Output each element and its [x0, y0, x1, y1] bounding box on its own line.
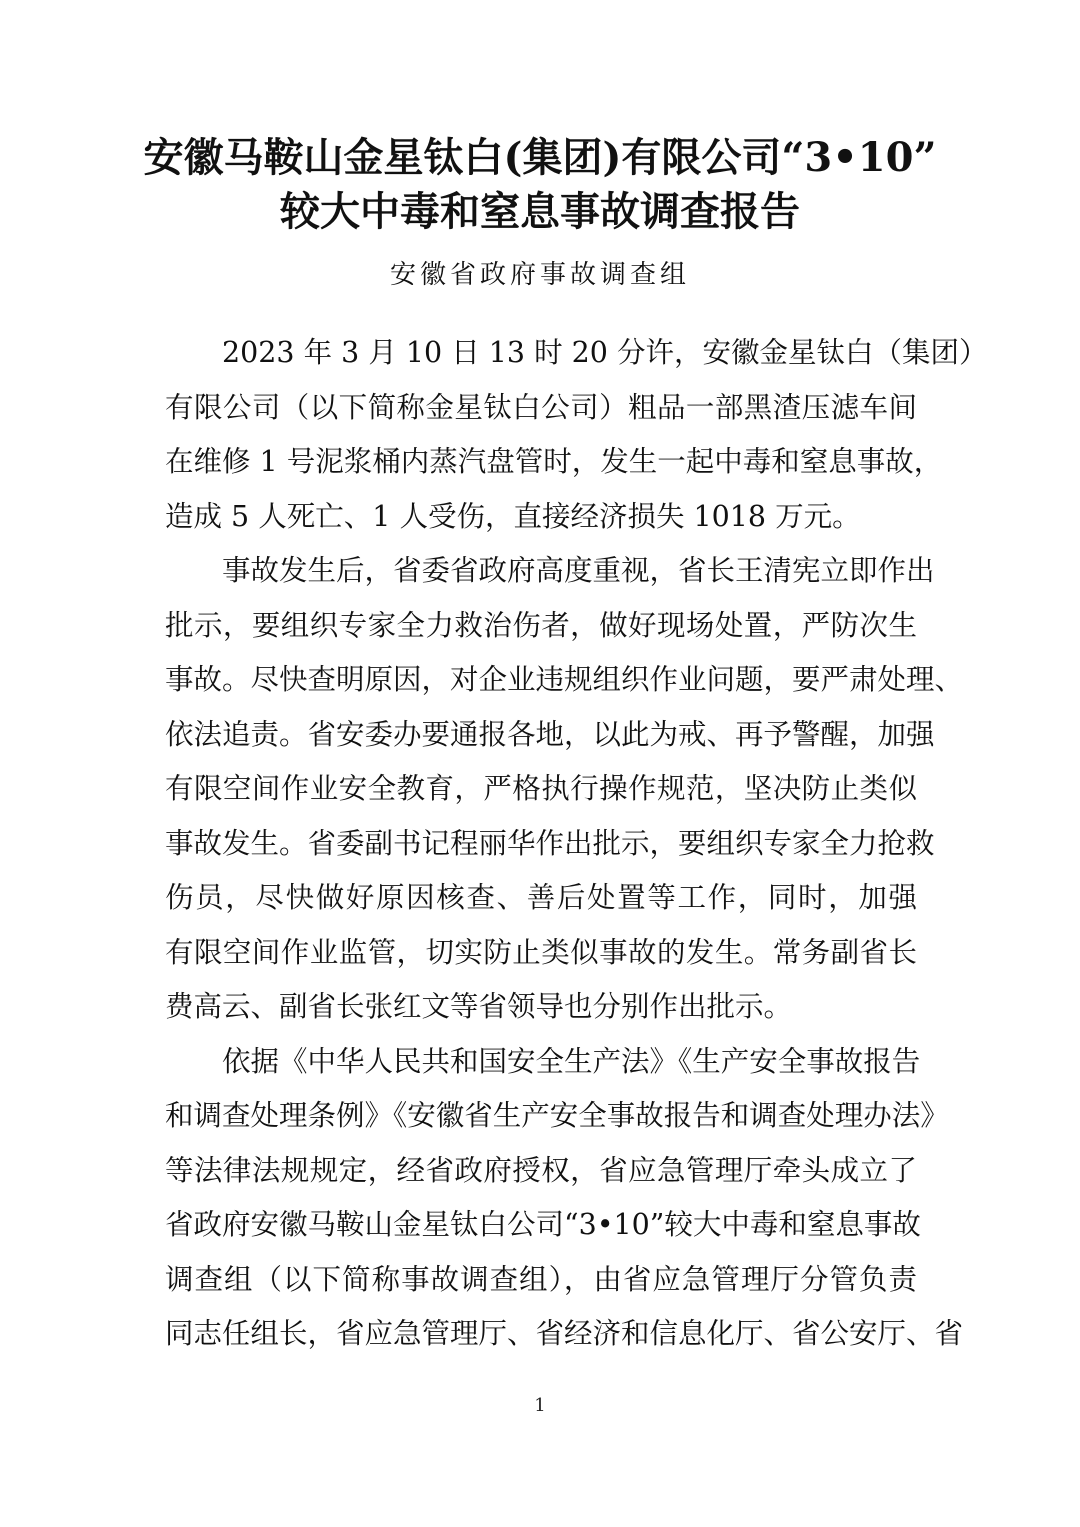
body-line: 有限公司（以下简称金星钛白公司）粗品一部黑渣压滤车间 — [165, 390, 917, 424]
body-line: 省政府安徽马鞍山金星钛白公司“3•10”较大中毒和窒息事故 — [165, 1208, 921, 1241]
body-line: 费高云、副省长张红文等省领导也分别作出批示。 — [165, 990, 793, 1023]
body-line: 和调查处理条例》《安徽省生产安全事故报告和调查处理办法》 — [165, 1099, 949, 1132]
body-line: 事故发生后，省委省政府高度重视，省长王清宪立即作出 — [222, 554, 935, 587]
body-line: 同志任组长，省应急管理厅、省经济和信息化厅、省公安厅、省 — [165, 1317, 964, 1350]
body-line: 批示，要组织专家全力救治伤者，做好现场处置，严防次生 — [165, 608, 917, 642]
body-line: 有限空间作业安全教育，严格执行操作规范，坚决防止类似 — [165, 772, 917, 805]
report-title-line-1: 安徽马鞍山金星钛白(集团)有限公司“3•10” — [143, 134, 937, 181]
body-line: 伤员，尽快做好原因核查、善后处置等工作，同时，加强 — [165, 881, 917, 914]
page-number: 1 — [534, 1395, 546, 1416]
body-line: 依法追责。省安委办要通报各地，以此为戒、再予警醒，加强 — [165, 717, 935, 751]
report-author: 安徽省政府事故调查组 — [389, 260, 690, 290]
body-line: 造成 5 人死亡、1 人受伤，直接经济损失 1018 万元。 — [165, 499, 861, 533]
body-line: 事故发生。省委副书记程丽华作出批示，要组织专家全力抢救 — [165, 826, 935, 860]
body-line: 事故。尽快查明原因，对企业违规组织作业问题，要严肃处理、 — [165, 663, 964, 696]
report-body — [165, 326, 988, 1362]
body-line: 依据《中华人民共和国安全生产法》《生产安全事故报告 — [222, 1044, 921, 1078]
report-title-line-2: 较大中毒和窒息事故调查报告 — [280, 188, 800, 235]
body-line: 调查组（以下简称事故调查组），由省应急管理厅分管负责 — [165, 1262, 917, 1296]
body-line: 在维修 1 号泥浆桶内蒸汽盘管时，发生一起中毒和窒息事故， — [165, 445, 943, 478]
body-line: 等法律法规规定，经省政府授权，省应急管理厅牵头成立了 — [165, 1153, 917, 1187]
body-line: 有限空间作业监管，切实防止类似事故的发生。常务副省长 — [165, 935, 917, 969]
body-line: 2023 年 3 月 10 日 13 时 20 分许，安徽金星钛白（集团） — [222, 336, 988, 369]
